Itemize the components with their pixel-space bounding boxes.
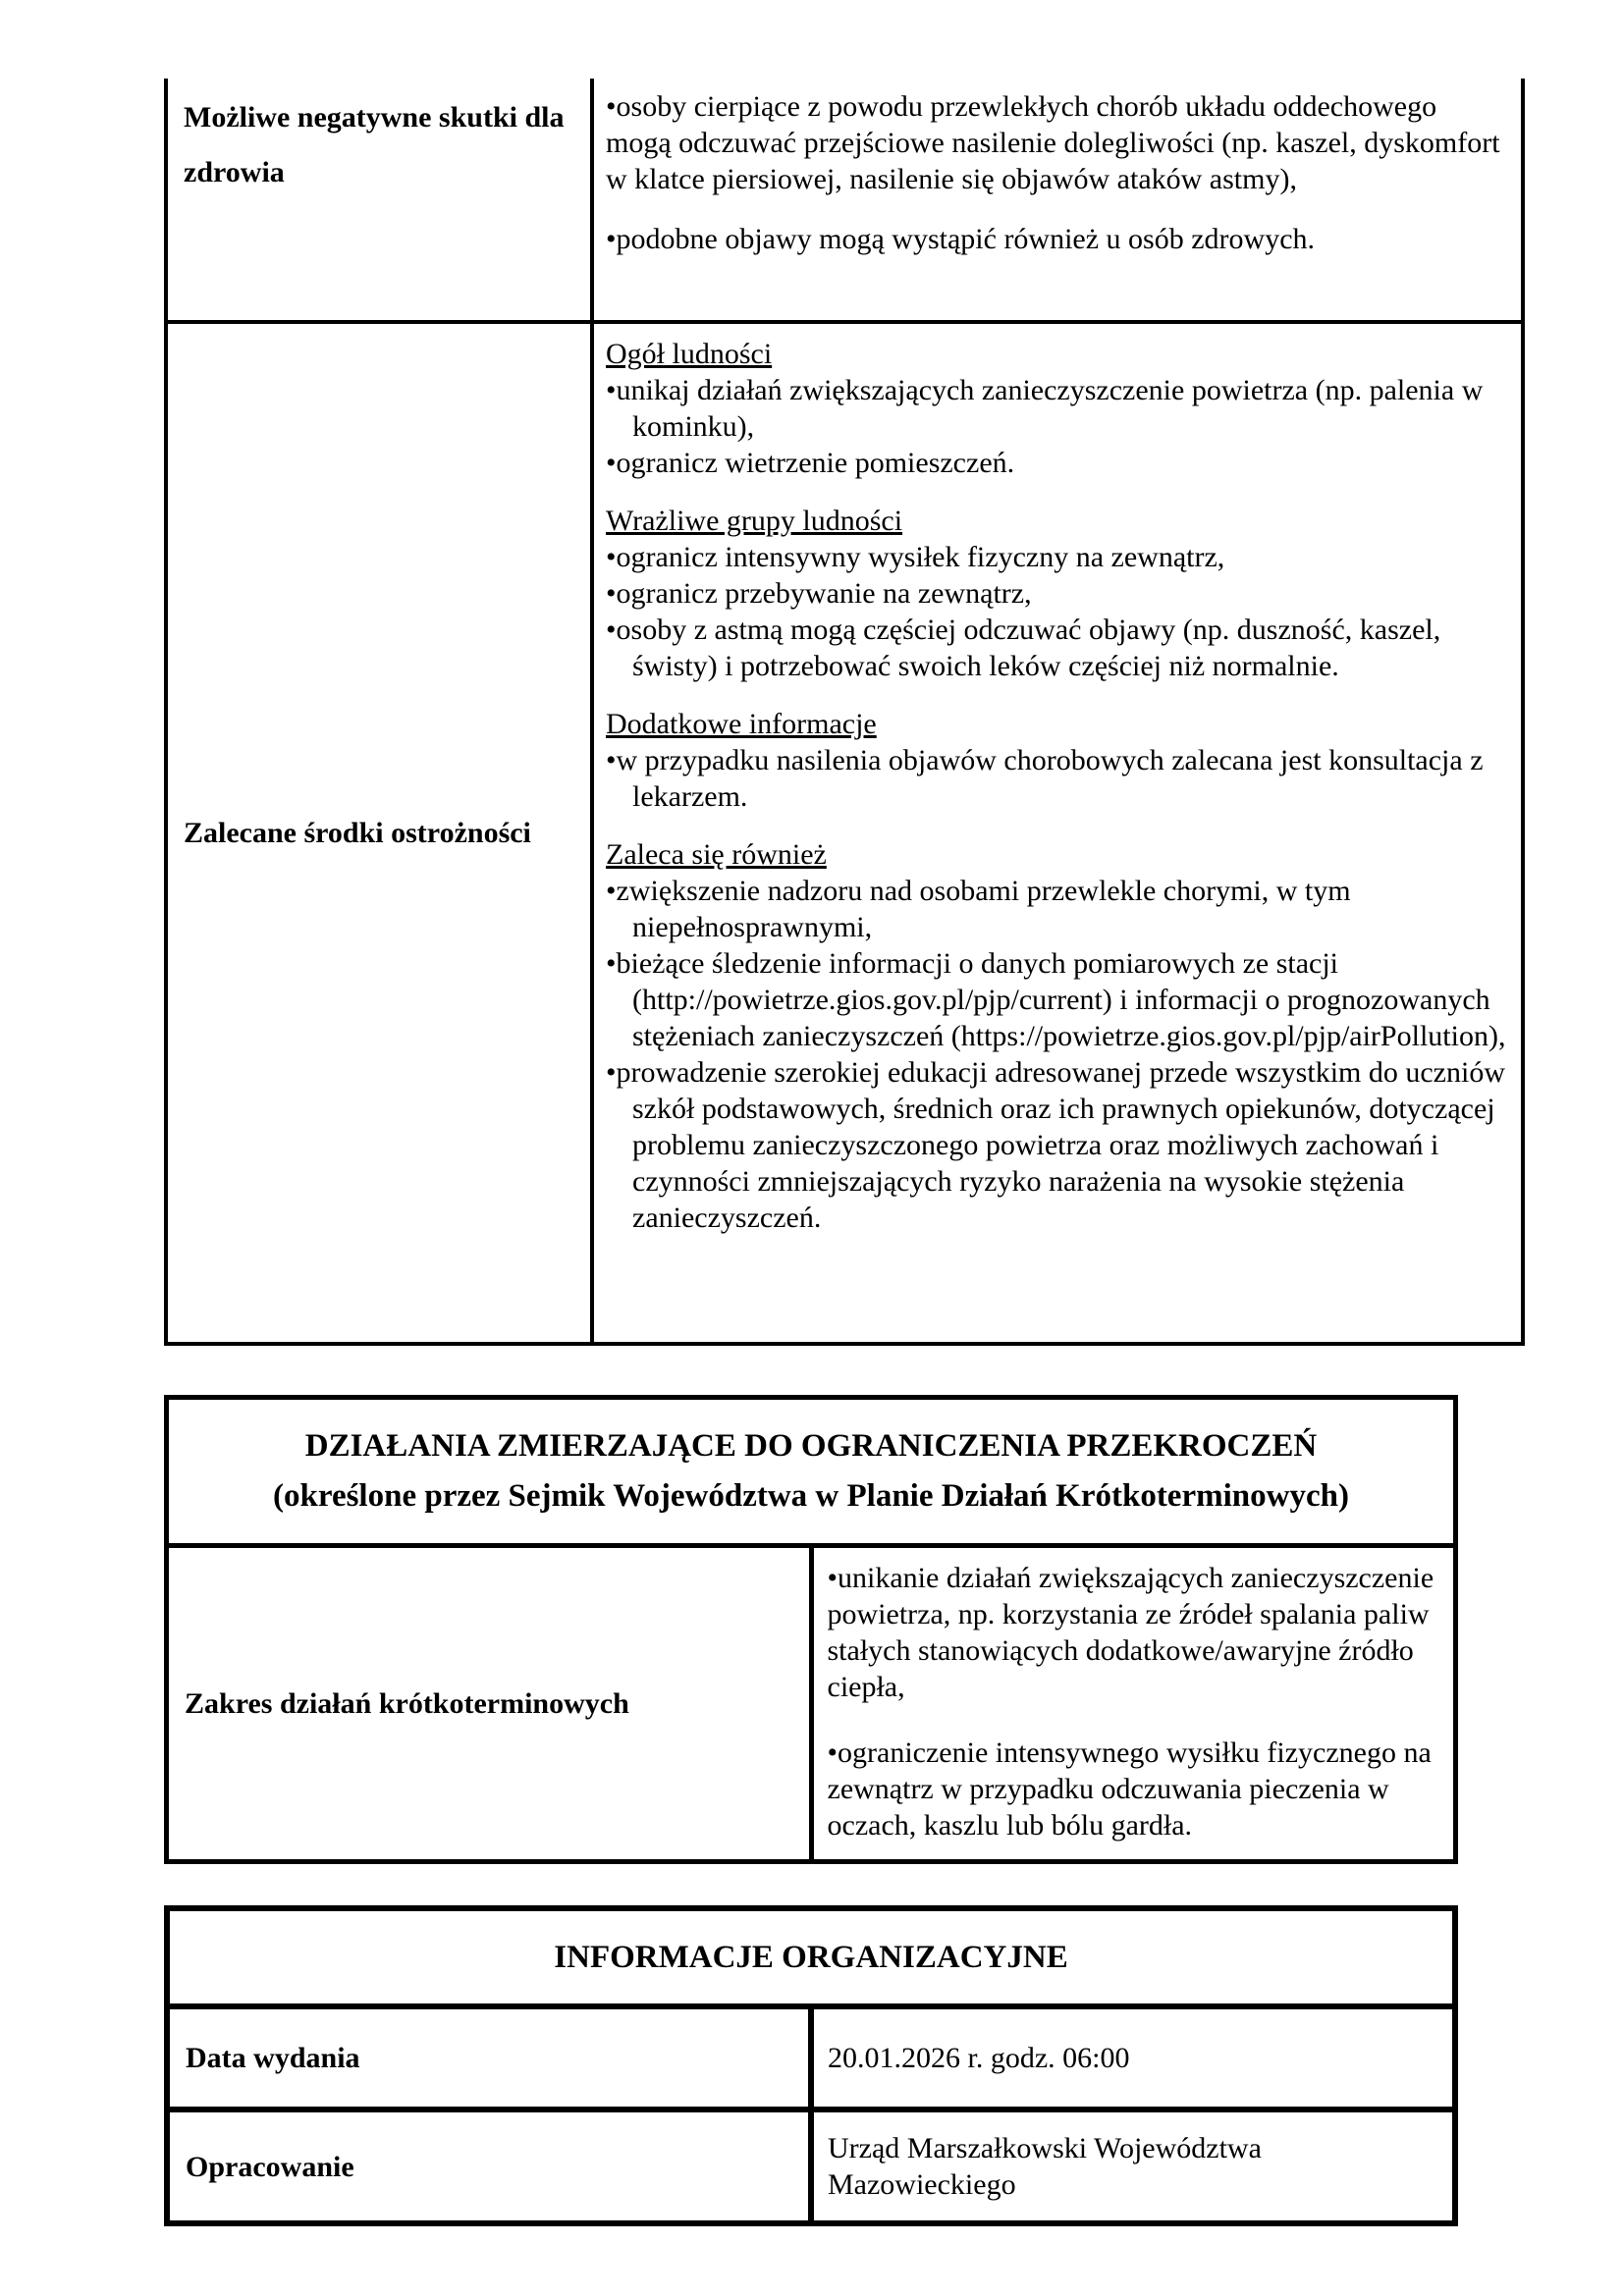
health-effect-bullet: • podobne objawy mogą wystąpić również u osób zdrowych.	[606, 221, 1507, 257]
action-bullet: • ograniczenie intensywnego wysiłku fizycznego na zewnątrz w przypadku odczuwania pieczenia w oczach, kaszlu lub bólu gardła.	[828, 1735, 1438, 1843]
table-row	[167, 2109, 1455, 2223]
precaution-bullet: • prowadzenie szerokiej edukacji adresowanej przede wszystkim do uczniów szkół podstawowych, średnich oraz ich prawnych opiekunów, dotyczącej problemu zanieczyszczonego powietrza oraz możliwych zachowań i czynności zmniejszających ryzyko narażenia na wysokie stężenia zanieczyszczeń.	[606, 1054, 1507, 1236]
org-info-table	[164, 1905, 1458, 2226]
precaution-section-additional-info	[606, 706, 1507, 815]
actions-table-header-cell	[167, 1398, 1456, 1546]
org-info-title: INFORMACJE ORGANIZACYJNE	[554, 1940, 1068, 1975]
actions-title-line2: (określone przez Sejmik Województwa w Planie Działań Krótkoterminowych)	[273, 1478, 1349, 1514]
table-row	[167, 1908, 1455, 2006]
actions-title-line1: DZIAŁANIA ZMIERZAJĄCE DO OGRANICZENIA PRZEKROCZEŃ	[304, 1428, 1318, 1464]
table-row	[167, 2006, 1455, 2109]
table-row	[167, 1546, 1456, 1862]
actions-scope-label-cell	[167, 1546, 812, 1862]
precautions-label: Zalecane środki ostrożności	[184, 816, 531, 849]
precaution-bullet: • osoby z astmą mogą częściej odczuwać objawy (np. duszność, kaszel, świsty) i potrzebować swoich leków częściej niż normalnie.	[606, 612, 1507, 684]
precautions-content-cell	[592, 322, 1523, 1344]
section-heading: Wrażliwe grupy ludności	[606, 505, 903, 537]
section-heading: Ogół ludności	[606, 338, 773, 370]
actions-table	[164, 1395, 1458, 1864]
table-row	[166, 322, 1523, 1344]
precaution-section-general	[606, 336, 1507, 481]
prepared-by-label: Opracowanie	[167, 2109, 811, 2223]
org-info-header-cell	[167, 1908, 1455, 2006]
precaution-bullet: • unikaj działań zwiększających zanieczyszczenie powietrza (np. palenia w kominku),	[606, 372, 1507, 445]
health-effects-table	[164, 79, 1525, 1346]
precaution-bullet: • w przypadku nasilenia objawów chorobowych zalecana jest konsultacja z lekarzem.	[606, 742, 1507, 815]
precaution-section-sensitive-groups	[606, 503, 1507, 684]
health-effects-label-cell	[166, 79, 592, 322]
actions-scope-label: Zakres działań krótkoterminowych	[185, 1686, 629, 1720]
precaution-bullet: • zwiększenie nadzoru nad osobami przewlekle chorymi, w tym niepełnosprawnymi,	[606, 873, 1507, 945]
precautions-label-cell	[166, 322, 592, 1344]
table-row	[166, 79, 1523, 322]
section-heading: Zaleca się również	[606, 838, 827, 871]
prepared-by-value: Urząd Marszałkowski Województwa Mazowieckiego	[811, 2109, 1455, 2223]
section-heading: Dodatkowe informacje	[606, 708, 877, 740]
issue-date-label: Data wydania	[167, 2006, 811, 2109]
action-bullet: • unikanie działań zwiększających zanieczyszczenie powietrza, np. korzystania ze źródeł spalania paliw stałych stanowiących dodatkowe/awaryjne źródło ciepła,	[828, 1560, 1438, 1705]
precaution-bullet: • ogranicz przebywanie na zewnątrz,	[606, 575, 1507, 612]
precaution-bullet: • bieżące śledzenie informacji o danych pomiarowych ze stacji (http://powietrze.gios.gov.pl/pjp/current) i informacji o prognozowanych stężeniach zanieczyszczeń (https://powietrze.gios.gov.pl/pjp/airPollution),	[606, 945, 1507, 1054]
issue-date-value: 20.01.2026 r. godz. 06:00	[811, 2006, 1455, 2109]
table-row	[167, 1398, 1456, 1546]
precaution-bullet: • ogranicz wietrzenie pomieszczeń.	[606, 445, 1507, 481]
precaution-bullet: • ogranicz intensywny wysiłek fizyczny na zewnątrz,	[606, 539, 1507, 575]
precaution-section-also-recommended	[606, 836, 1507, 1236]
actions-scope-content-cell	[811, 1546, 1456, 1862]
health-effect-bullet: • osoby cierpiące z powodu przewlekłych chorób układu oddechowego mogą odczuwać przejściowe nasilenie dolegliwości (np. kaszel, dyskomfort w klatce piersiowej, nasilenie się objawów ataków astmy),	[606, 88, 1507, 197]
health-effects-content-cell	[592, 79, 1523, 322]
document-body	[164, 79, 1506, 2226]
health-effects-label: Możliwe negatywne skutki dla zdrowia	[184, 101, 565, 188]
